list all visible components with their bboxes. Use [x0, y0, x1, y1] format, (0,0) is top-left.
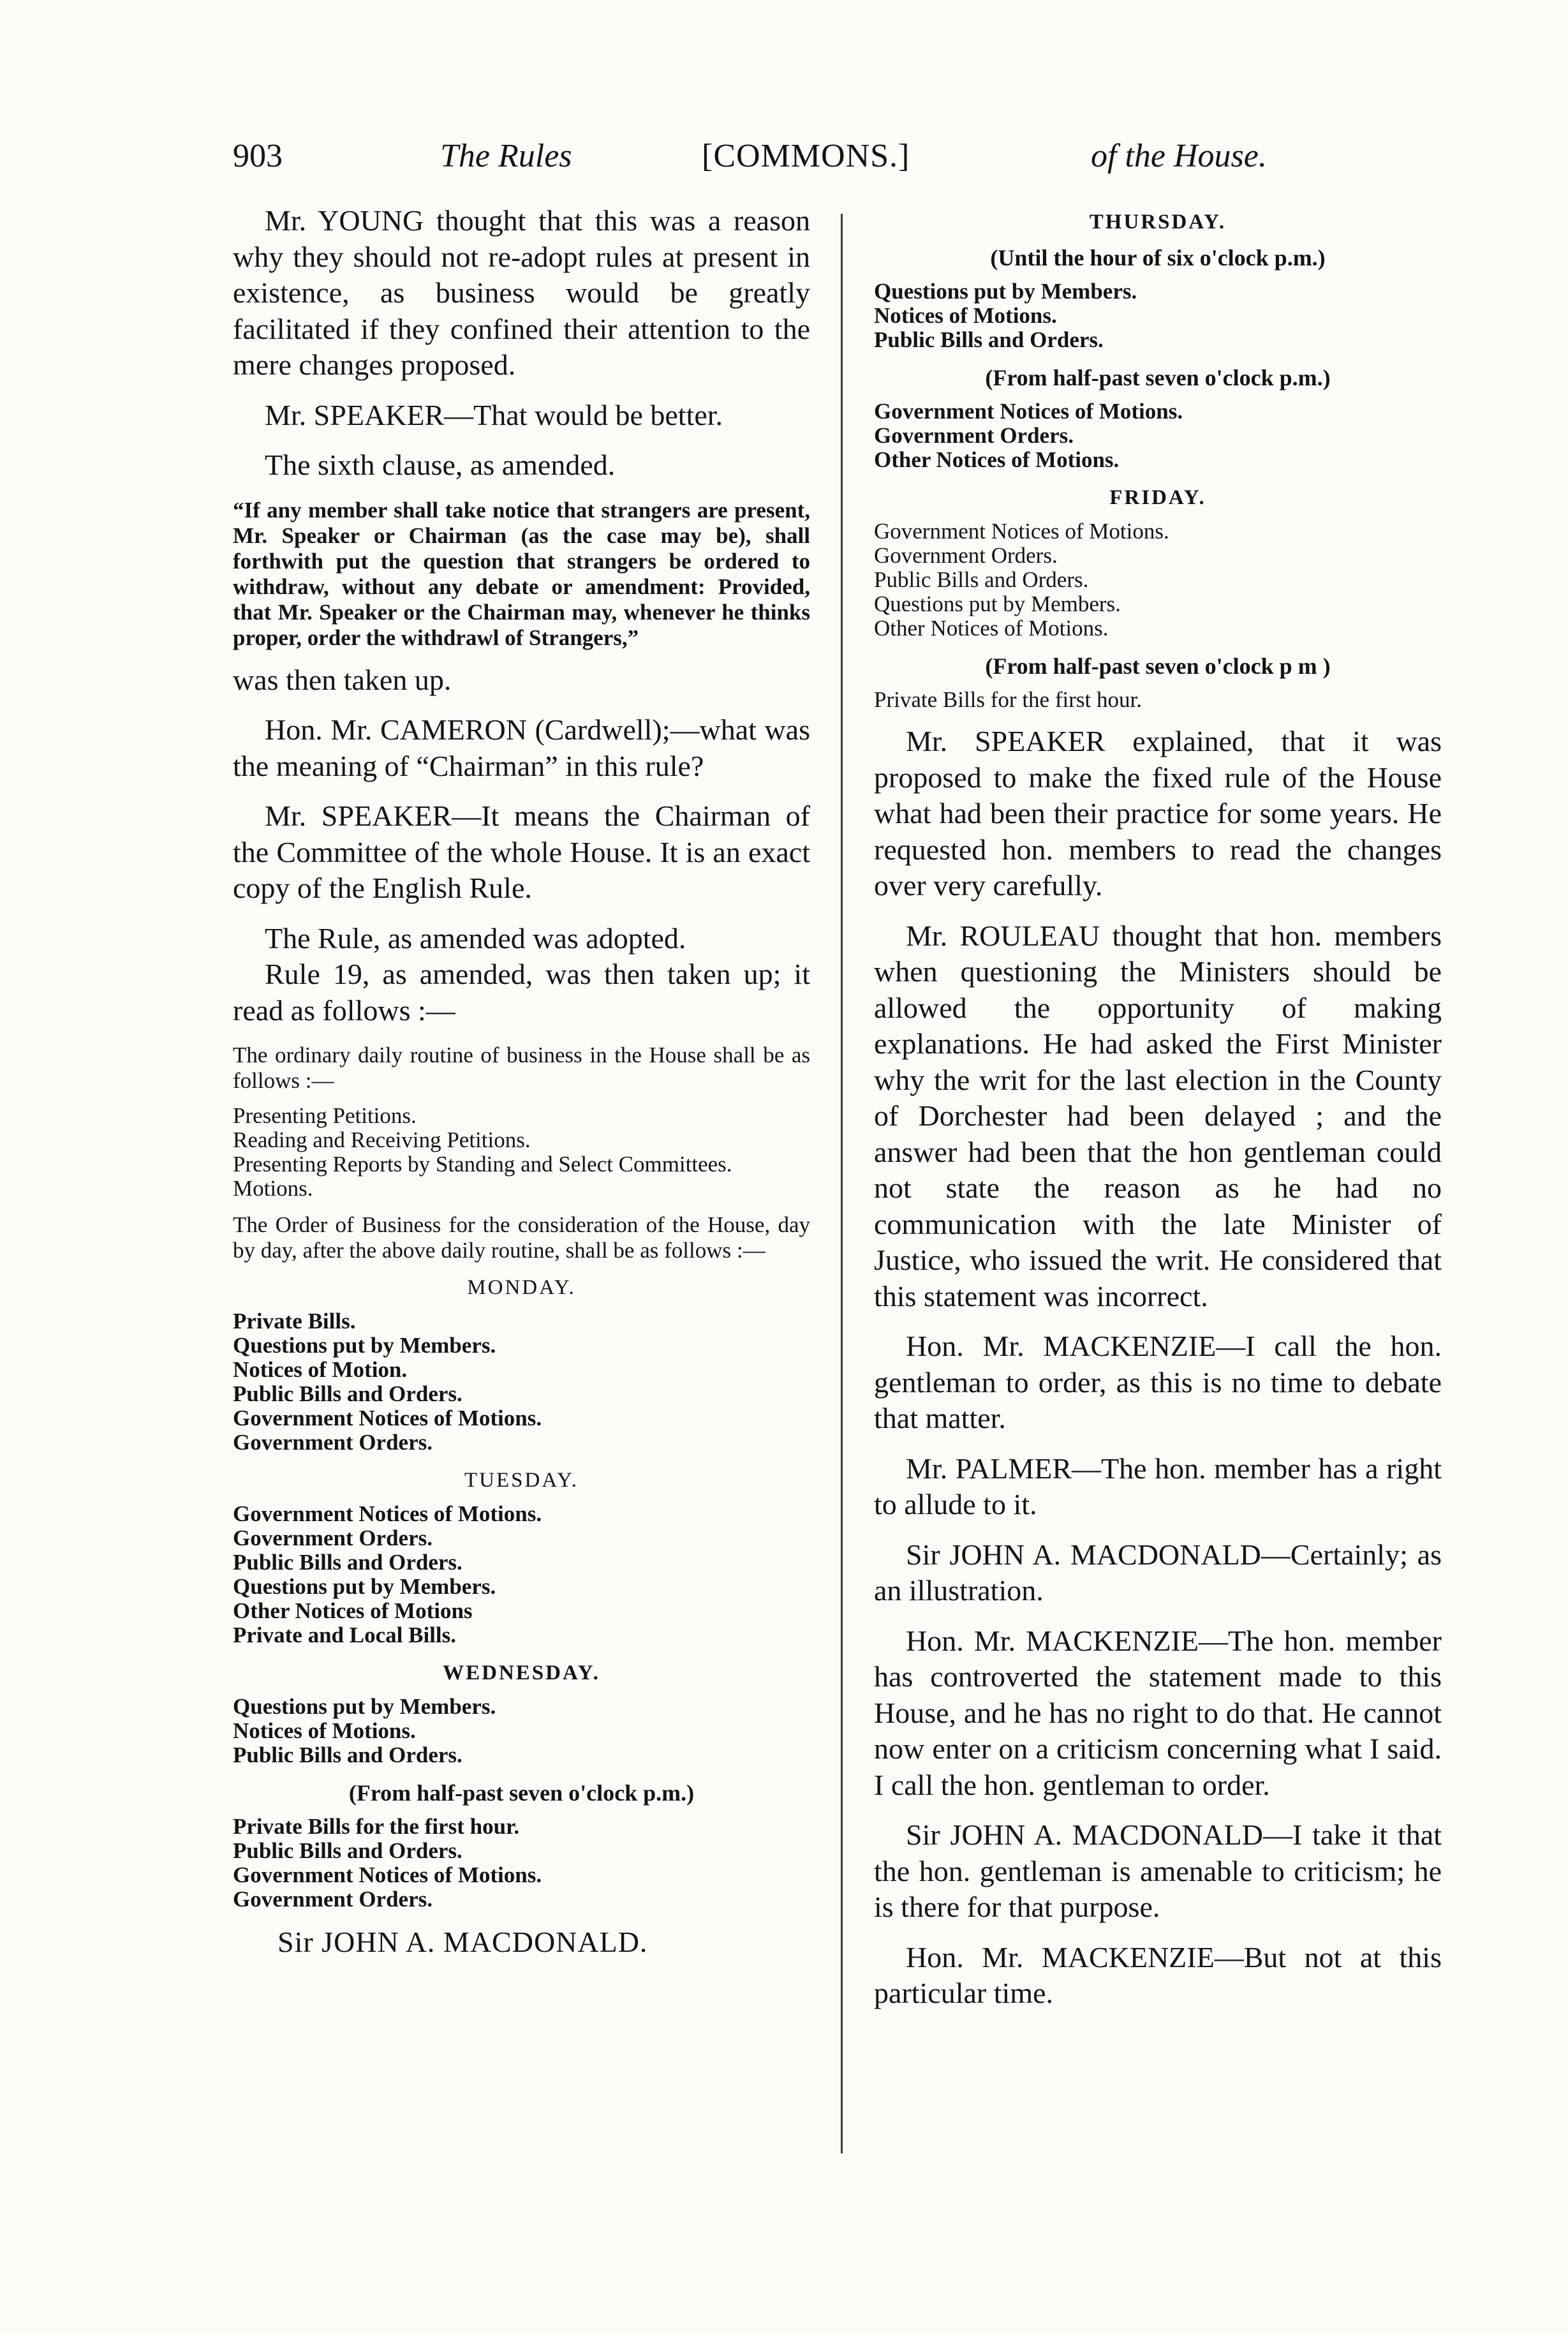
list-item: Private and Local Bills.: [233, 1623, 456, 1647]
paragraph: [233, 921, 810, 957]
thursday-evening-heading: (From half-past seven o'clock p.m.): [985, 365, 1331, 390]
list-item: Private Bills for the first hour.: [233, 1814, 520, 1839]
paragraph: [233, 447, 810, 484]
running-header: [0, 134, 1568, 191]
list-item: Public Bills and Orders.: [874, 567, 1089, 592]
list-item: Presenting Reports by Standing and Select Committees.: [233, 1152, 732, 1177]
paragraph: [874, 1623, 1442, 1804]
list-item: Government Orders.: [233, 1526, 433, 1550]
list-item: Questions put by Members.: [233, 1333, 496, 1358]
tuesday-list: [233, 1502, 810, 1647]
list-item: Government Orders.: [233, 1887, 433, 1912]
day-heading-monday: MONDAY.: [467, 1276, 576, 1299]
paragraph-text: Hon. Mr. MACKENZIE—But not at this particular time.: [874, 1940, 1442, 2009]
list-item: Government Notices of Motions.: [233, 1406, 542, 1431]
list-item: Questions put by Members.: [874, 279, 1137, 304]
list-item: Government Notices of Motions.: [233, 1501, 542, 1526]
paragraph: [233, 398, 810, 434]
paragraph: [233, 203, 810, 383]
thursday-list-day: [874, 279, 1442, 352]
speaker-signoff: Sir JOHN A. MACDONALD.: [277, 1926, 648, 1958]
paragraph-text: Mr. ROULEAU thought that hon. members when questioning the Ministers should be allowed the opportunity of making explanations. He had asked the First Minister why the writ for the last election in the County of Dorchester had been delayed ; and the answer had been that the hon gentleman could not state the reason as he had no communication with the late Minister of Justice, who issued the writ. He considered that this statement was incorrect.: [874, 919, 1442, 1312]
wednesday-evening-heading: (From half-past seven o'clock p.m.): [348, 1780, 695, 1806]
list-item: Reading and Receiving Petitions.: [233, 1127, 531, 1152]
paragraph: [233, 956, 810, 1029]
routine-intro: The ordinary daily routine of business in the House shall be as follows :—: [233, 1043, 810, 1093]
paragraph: [874, 918, 1442, 1315]
paragraph-text: The Rule, as amended was adopted.: [265, 921, 686, 955]
quoted-clause: “If any member shall take notice that strangers are present, Mr. Speaker or Chairman (as the case may be), shall forthwith put the question that strangers be ordered to withdraw, without any debate or amendment: Provided, that Mr. Speaker or the Chairman may, whenever he thinks proper, order the withdrawl of Strangers,”: [233, 497, 810, 650]
day-heading-tuesday: TUESDAY.: [464, 1469, 579, 1492]
day-heading-friday: FRIDAY.: [1109, 486, 1206, 509]
list-item: Questions put by Members.: [874, 591, 1121, 616]
paragraph: [874, 1451, 1442, 1523]
list-item: Private Bills for the first hour.: [874, 687, 1142, 712]
list-item: Other Notices of Motions.: [874, 616, 1109, 641]
list-item: Government Orders.: [874, 423, 1074, 448]
paragraph-text: Hon. Mr. MACKENZIE—The hon. member has controverted the statement made to this House, and he has no right to do that. He cannot now enter on a criticism concerning what I said. I call the hon. gentleman to order.: [874, 1624, 1442, 1801]
paragraph: was then taken up.: [233, 663, 452, 696]
list-item: Government Orders.: [233, 1430, 433, 1455]
left-column: [233, 203, 810, 1961]
monday-list: [233, 1309, 810, 1455]
paragraph-text: The sixth clause, as amended.: [265, 449, 616, 481]
list-item: Government Notices of Motions.: [233, 1862, 542, 1887]
list-item: Government Notices of Motions.: [874, 399, 1183, 424]
list-item: Motions.: [233, 1176, 313, 1201]
list-item: Notices of Motions.: [874, 303, 1057, 328]
friday-evening-heading: (From half-past seven o'clock p m ): [985, 653, 1331, 679]
paragraph: [233, 712, 810, 784]
paragraph: [874, 724, 1442, 904]
paragraph-text: Mr. YOUNG thought that this was a reason why they should not re-adopt rules at present in existence, as business would be greatly facilitated if they confined their attention to the mere changes proposed.: [233, 204, 810, 381]
list-item: Public Bills and Orders.: [233, 1838, 462, 1863]
list-item: Government Orders.: [874, 543, 1058, 568]
paragraph: [874, 1537, 1442, 1609]
list-item: Public Bills and Orders.: [233, 1743, 462, 1767]
list-item: Government Notices of Motions.: [874, 519, 1169, 544]
list-item: Presenting Petitions.: [233, 1103, 417, 1128]
header-right-title: of the House.: [1091, 138, 1267, 174]
routine-list: [233, 1104, 810, 1201]
list-item: Notices of Motions.: [233, 1718, 416, 1743]
day-heading-wednesday: WEDNESDAY.: [443, 1661, 600, 1684]
paragraph: [874, 1817, 1442, 1926]
wednesday-list-day: [233, 1695, 810, 1767]
list-item: Notices of Motion.: [233, 1357, 408, 1382]
paragraph-text: Hon. Mr. CAMERON (Cardwell);—what was the meaning of “Chairman” in this rule?: [233, 713, 810, 782]
list-item: Questions put by Members.: [233, 1574, 496, 1599]
list-item: Private Bills.: [233, 1309, 356, 1334]
right-column: [874, 203, 1442, 2026]
paragraph-text: Mr. PALMER—The hon. member has a right to allude to it.: [874, 1452, 1442, 1520]
list-item: Public Bills and Orders.: [874, 327, 1104, 352]
paragraph: [233, 798, 810, 907]
day-heading-thursday: THURSDAY.: [1089, 211, 1227, 234]
friday-list-day: [874, 519, 1442, 641]
paragraph-text: Mr. SPEAKER—That would be better.: [265, 398, 723, 431]
header-left-title: The Rules: [440, 138, 572, 174]
paragraph: [874, 1940, 1442, 2012]
column-divider: [841, 214, 843, 2153]
page-number: 903: [233, 138, 283, 174]
header-center-title: [COMMONS.]: [702, 138, 910, 174]
order-intro: The Order of Business for the consideration of the House, day by day, after the above daily routine, shall be as follows :—: [233, 1212, 810, 1263]
paragraph-text: Rule 19, as amended, was then taken up; it read as follows :—: [233, 958, 810, 1027]
thursday-afternoon-heading: (Until the hour of six o'clock p.m.): [990, 245, 1326, 271]
list-item: Other Notices of Motions: [233, 1598, 473, 1623]
wednesday-list-evening: [233, 1815, 810, 1912]
list-item: Public Bills and Orders.: [233, 1381, 462, 1406]
paragraph-text: Sir JOHN A. MACDONALD—Certainly; as an illustration.: [874, 1538, 1442, 1607]
paragraph-text: Hon. Mr. MACKENZIE—I call the hon. gentleman to order, as this is no time to debate that matter.: [874, 1330, 1442, 1434]
paragraph-text: Mr. SPEAKER—It means the Chairman of the Committee of the whole House. It is an exact copy of the English Rule.: [233, 799, 810, 904]
paragraph: [874, 1328, 1442, 1437]
paragraph-text: Sir JOHN A. MACDONALD—I take it that the hon. gentleman is amenable to criticism; he is there for that purpose.: [874, 1818, 1442, 1923]
thursday-list-evening: [874, 399, 1442, 472]
friday-list-evening: [874, 688, 1442, 712]
list-item: Other Notices of Motions.: [874, 447, 1120, 472]
list-item: Questions put by Members.: [233, 1694, 496, 1719]
paragraph-text: Mr. SPEAKER explained, that it was proposed to make the fixed rule of the House what had been their practice for some years. He requested hon. members to read the changes over very carefully.: [874, 725, 1442, 902]
list-item: Public Bills and Orders.: [233, 1550, 462, 1575]
